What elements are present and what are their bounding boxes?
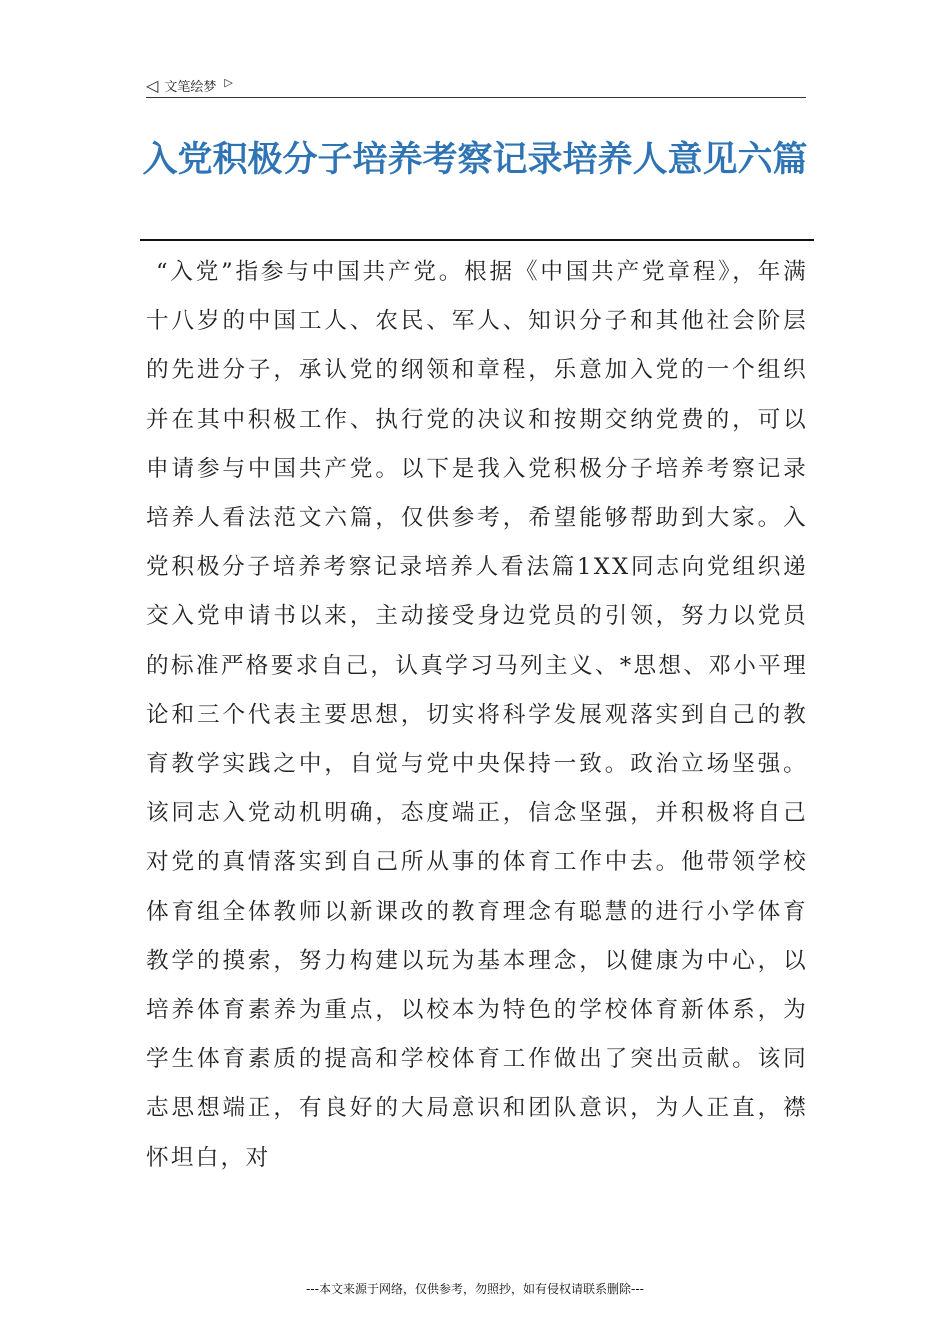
- footer-disclaimer: ---本文来源于网络，仅供参考，勿照抄，如有侵权请联系删除---: [306, 1282, 644, 1296]
- triangle-left-icon: ◁: [146, 75, 159, 95]
- header-brand: [146, 74, 233, 96]
- title-divider: [140, 239, 814, 241]
- brand-name: 文笔绘梦: [164, 79, 217, 95]
- header-divider: [146, 97, 806, 98]
- triangle-right-icon: ▷: [224, 75, 233, 89]
- document-title: 入党积极分子培养考察记录培养人意见六篇: [142, 139, 808, 180]
- document-body: “入党”指参与中国共产党。根据《中国共产党章程》，年满十八岁的中国工人、农民、军人、知识分子和其他社会阶层的先进分子，承认党的纲领和章程，乐意加入党的一个组织并在其中积极工作、执行党的决议和按期交纳党费的，可以申请参与中国共产党。以下是我入党积极分子培养考察记录培养人看法范文六篇，仅供参考，希望能够帮助到大家。入党积极分子培养考察记录培养人看法篇1XX同志向党组织递交入党申请书以来，主动接受身边党员的引领，努力以党员的标准严格要求自己，认真学习马列主义、*思想、邓小平理论和三个代表主要思想，切实将科学发展观落实到自己的教育教学实践之中，自觉与党中央保持一致。政治立场坚强。该同志入党动机明确，态度端正，信念坚强，并积极将自己对党的真情落实到自己所从事的体育工作中去。他带领学校体育组全体教师以新课改的教育理念有聪慧的进行小学体育教学的摸索，努力构建以玩为基本理念，以健康为中心，以培养体育素养为重点，以校本为特色的学校体育新体系，为学生体育素质的提高和学校体育工作做出了突出贡献。该同志思想端正，有良好的大局意识和团队意识，为人正直，襟怀坦白，对: [146, 259, 808, 1171]
